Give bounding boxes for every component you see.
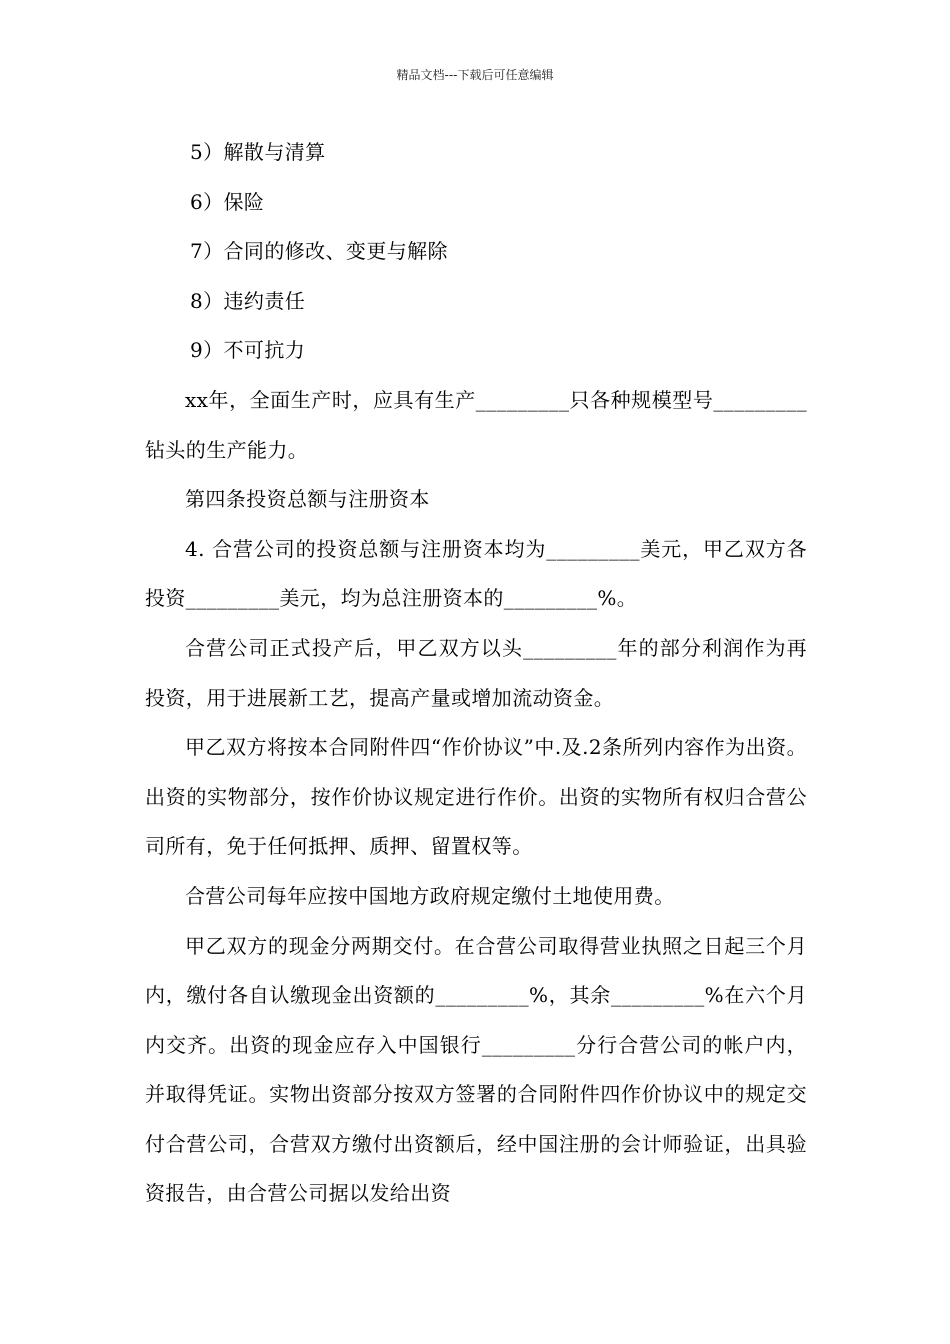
document-body: [145, 128, 807, 1219]
paragraph-total-investment: 4. 合营公司的投资总额与注册资本均为_________美元，甲乙双方各投资_________美元，均为总注册资本的_________%。: [145, 536, 807, 611]
paragraph-land-use-fee: 合营公司每年应按中国地方政府规定缴付土地使用费。: [185, 883, 675, 908]
section-heading-article-4: 第四条投资总额与注册资本: [185, 487, 430, 512]
paragraph-cash-payment: 甲乙双方的现金分两期交付。在合营公司取得营业执照之日起三个月内，缴付各自认缴现金出资额的_________%，其余_________%在六个月内交齐。出资的现金应存入中国银行_________分行合营公司的帐户内，并取得凭证。实物出资部分按双方签署的合同附件四作价协议中的规定交付合营公司，合营双方缴付出资额后，经中国注册的会计师验证，出具验资报告，由合营公司据以发给出资: [145, 933, 807, 1206]
list-item-insurance: 6）保险: [190, 189, 265, 214]
paragraph-production-capacity: xx年，全面生产时，应具有生产_________只各种规模型号_________钻头的生产能力。: [145, 387, 807, 462]
paragraph-reinvestment: 合营公司正式投产后，甲乙双方以头_________年的部分利润作为再投资，用于进展新工艺，提高产量或增加流动资金。: [145, 635, 807, 710]
list-item-breach-liability: 8）违约责任: [190, 288, 306, 313]
page-header: 精品文档---下载后可任意编辑: [396, 68, 554, 82]
list-item-contract-modification: 7）合同的修改、变更与解除: [190, 239, 448, 264]
list-item-dissolution: 5）解散与清算: [190, 140, 326, 164]
list-item-force-majeure: 9）不可抗力: [190, 338, 306, 363]
paragraph-in-kind-contribution: 甲乙双方将按本合同附件四“作价协议”中.及.2条所列内容作为出资。出资的实物部分，按作价协议规定进行作价。出资的实物所有权归合营公司所有，免于任何抵押、质押、留置权等。: [145, 735, 807, 859]
